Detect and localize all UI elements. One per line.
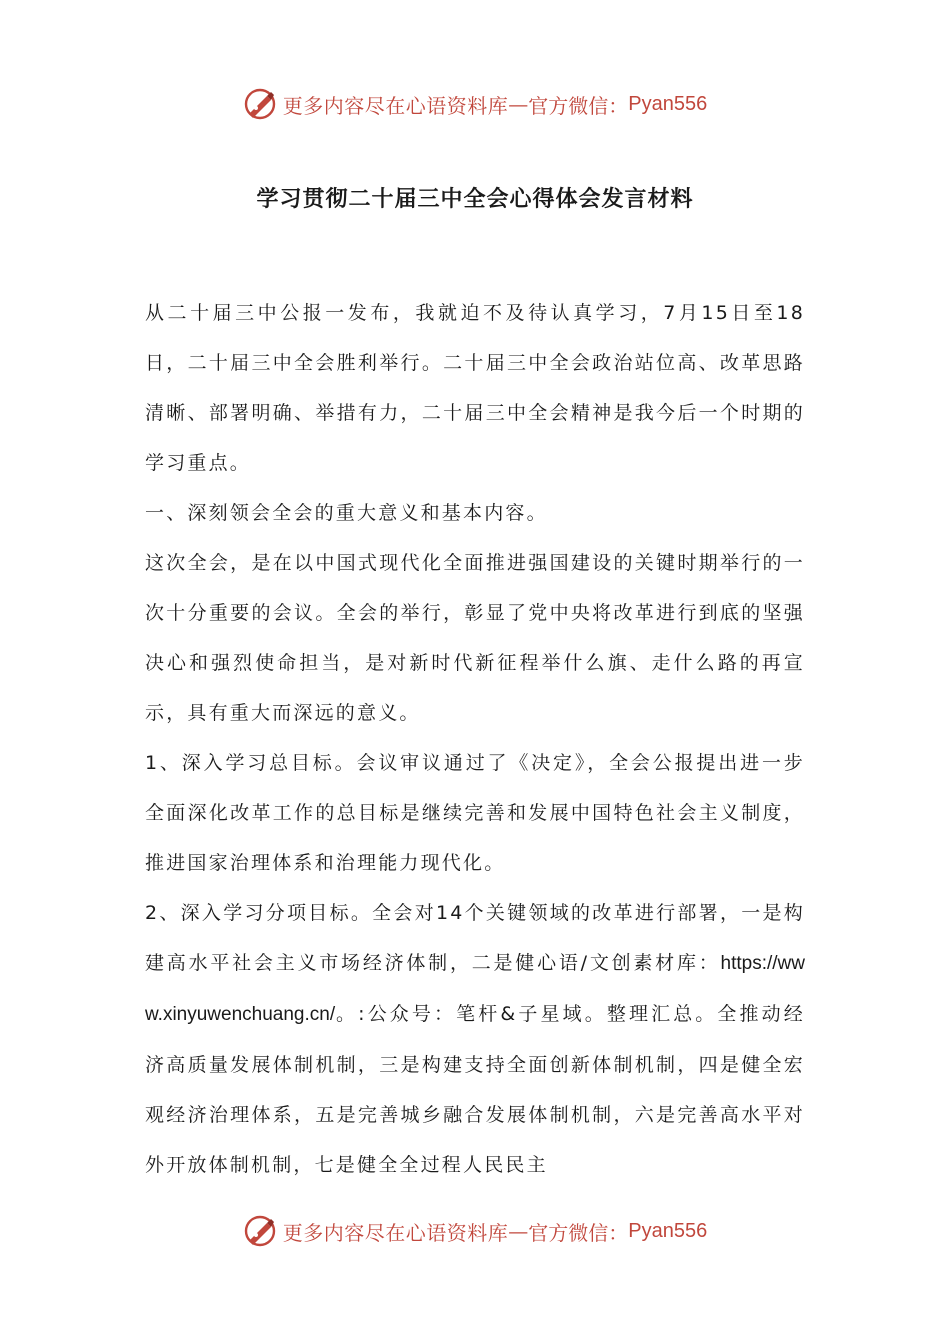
paragraph: 从二十届三中公报一发布，我就迫不及待认真学习，7月15日至18日，二十届三中全会胜利举行。二十届三中全会政治站位高、改革思路清晰、部署明确、举措有力，二十届三中全会精神是我今后一个时期的学习重点。: [145, 302, 805, 474]
section-heading: 一、深刻领会全会的重大意义和基本内容。: [145, 502, 548, 524]
document-body: [145, 288, 805, 1190]
paragraph-text: 2、深入学习分项目标。全会对14个关键领域的改革进行部署，一是构建高水平社会主义市场经济体制，二是健心语/文创素材库：: [145, 902, 805, 974]
watermark-banner-top: [0, 84, 950, 124]
paragraph: [145, 888, 805, 1190]
watermark-wechat-id: Pyan556: [628, 92, 708, 115]
watermark-text: 更多内容尽在心语资料库: [282, 1220, 509, 1245]
watermark-text: 更多内容尽在心语资料库: [282, 93, 509, 118]
paragraph-text: 。:公众号：笔杆&子星域。整理汇总。全推动经济高质量发展体制机制，三是构建支持全面创新体制机制，四是健全宏观经济治理体系，五是完善城乡融合发展体制机制，六是完善高水平对外开放体制机制，七是健全全过程人民民主: [145, 1003, 805, 1176]
watermark-wechat-id: Pyan556: [628, 1219, 708, 1242]
watermark-banner-bottom: [0, 1211, 950, 1251]
watermark-wechat-label: 官方微信：: [528, 1220, 629, 1245]
pen-logo-icon: [243, 1214, 277, 1248]
url-text: https://www.xinyuwenchuang.cn/: [145, 953, 805, 1025]
document-title: 学习贯彻二十届三中全会心得体会发言材料: [256, 187, 694, 212]
paragraph: 1、深入学习总目标。会议审议通过了《决定》，全会公报提出进一步全面深化改革工作的总目标是继续完善和发展中国特色社会主义制度，推进国家治理体系和治理能力现代化。: [145, 752, 805, 874]
watermark-wechat-label: 官方微信：: [528, 93, 629, 118]
paragraph: 这次全会，是在以中国式现代化全面推进强国建设的关键时期举行的一次十分重要的会议。全会的举行，彰显了党中央将改革进行到底的坚强决心和强烈使命担当，是对新时代新征程举什么旗、走什么路的再宣示，具有重大而深远的意义。: [145, 552, 805, 724]
watermark-dash: —: [508, 92, 529, 116]
watermark-dash: —: [508, 1219, 529, 1243]
pen-logo-icon: [243, 87, 277, 121]
